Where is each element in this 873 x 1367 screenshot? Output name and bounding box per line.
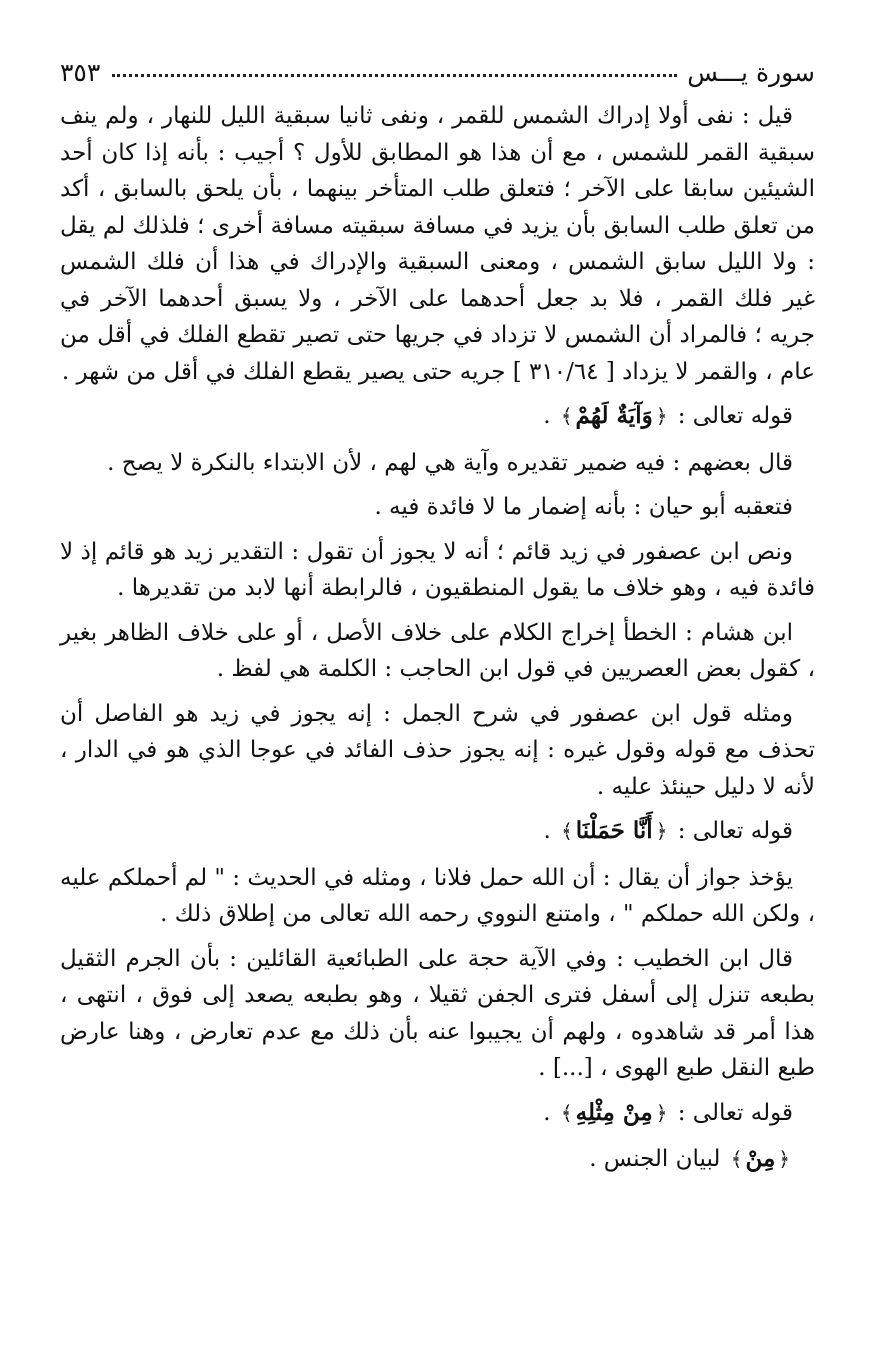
quran-bracket-close-icon: ﴾: [560, 404, 573, 428]
quran-verse: مِنْ مِثْلِهِ: [575, 1098, 653, 1126]
verse-paragraph: [60, 813, 815, 850]
paragraph: يؤخذ جواز أن يقال : أن الله حمل فلانا ، ومثله في الحديث : " لم أحملكم عليه ، ولكن الله حملكم " ، وامتنع النووي رحمه الله تعالى من إطلاق ذلك .: [60, 864, 815, 927]
quran-bracket-open-icon: ﴿: [655, 1100, 668, 1125]
page-header: [60, 52, 815, 92]
paragraph: ونص ابن عصفور في زيد قائم ؛ أنه لا يجوز أن تقول : التقدير زيد هو قائم إذ لا فائدة فيه ، وهو خلاف ما يقول المنطقيون ، فالرابطة أنها لابد من تقديرها .: [60, 538, 815, 601]
verse-paragraph: [60, 1095, 815, 1132]
paragraph: ومثله قول ابن عصفور في شرح الجمل : إنه يجوز في زيد هو الفاصل أن تحذف مع قوله وقول غيره : إنه يجوز حذف الفائد في عوجا الذي هو في الدار ، لأنه لا دليل حينئذ عليه .: [60, 700, 815, 800]
verse-suffix: .: [543, 1099, 551, 1126]
surah-title: سورة يـــس: [687, 57, 815, 87]
verse-paragraph: [60, 1141, 815, 1178]
verse-suffix: لبيان الجنس .: [589, 1146, 721, 1172]
quran-bracket-open-icon: ﴿: [778, 1147, 790, 1171]
quran-bracket-close-icon: ﴾: [560, 1100, 573, 1125]
verse-prefix: قوله تعالى :: [677, 403, 793, 429]
paragraph: قال ابن الخطيب : وفي الآية حجة على الطبائعية القائلين : بأن الجرم الثقيل بطبعه تنزل إلى أسفل فترى الجفن ثقيلا ، وهو بطبعه يصعد إلى فوق ، انتهى ، هذا أمر قد شاهدوه ، ولهم أن يجيبوا عنه بأن ذلك مع عدم تعارض ، وهنا عارض طبع النقل طبع الهوى ، [...] .: [60, 945, 815, 1081]
paragraph: فتعقبه أبو حيان : بأنه إضمار ما لا فائدة فيه .: [374, 494, 793, 520]
verse-paragraph: [60, 398, 815, 435]
quran-bracket-close-icon: ﴾: [730, 1147, 743, 1171]
quran-bracket-open-icon: ﴿: [655, 404, 668, 428]
quran-verse: وَآيَةٌ لَهُمْ: [575, 402, 653, 429]
quran-bracket-close-icon: ﴾: [561, 819, 573, 843]
verse-suffix: .: [543, 403, 551, 429]
verse-prefix: قوله تعالى :: [677, 818, 793, 844]
book-page: [60, 52, 815, 1347]
quran-verse: أَنَّا حَمَلْنَا: [575, 817, 653, 844]
quran-verse: مِنْ: [745, 1145, 776, 1172]
page-body: [60, 98, 815, 1178]
page-number: ٣٥٣: [60, 57, 101, 87]
header-dotted-leader: [112, 74, 677, 77]
paragraph: قال بعضهم : فيه ضمير تقديره وآية هي لهم ، لأن الابتداء بالنكرة لا يصح .: [107, 449, 793, 476]
paragraph: قيل : نفى أولا إدراك الشمس للقمر ، ونفى ثانيا سبقية الليل للنهار ، ولم ينف سبقية القمر للشمس ، مع أن هذا هو المطابق للأول ؟ أجيب : بأنه إذا كان أحد الشيئين سابقا على الآخر ؛ فتعلق طلب المتأخر بينهما ، بأن يلحق بالسابق ، أكد من تعلق طلب السابق بأن يزيد في مسافة سبقيته مسافة أخرى ؛ فلذلك لم يقل : ولا الليل سابق الشمس ، ومعنى السبقية والإدراك في هذا أن فلك الشمس غير فلك القمر ، فلا بد جعل أحدهما على الآخر ، ولا يسبق أحدهما الآخر في جريه ؛ فالمراد أن الشمس لا تزداد في جريها حتى تصير تقطع الفلك في أقل من عام ، والقمر لا يزداد [ ٣١٠/٦٤ ] جريه حتى يصير يقطع الفلك في أقل من شهر .: [60, 103, 815, 385]
verse-prefix: قوله تعالى :: [677, 1099, 793, 1126]
verse-suffix: .: [543, 818, 551, 844]
quran-bracket-open-icon: ﴿: [655, 819, 668, 843]
paragraph: ابن هشام : الخطأ إخراج الكلام على خلاف الأصل ، أو على خلاف الظاهر بغير ، كقول بعض العصريين في قول ابن الحاجب : الكلمة هي لفظ .: [60, 619, 815, 682]
